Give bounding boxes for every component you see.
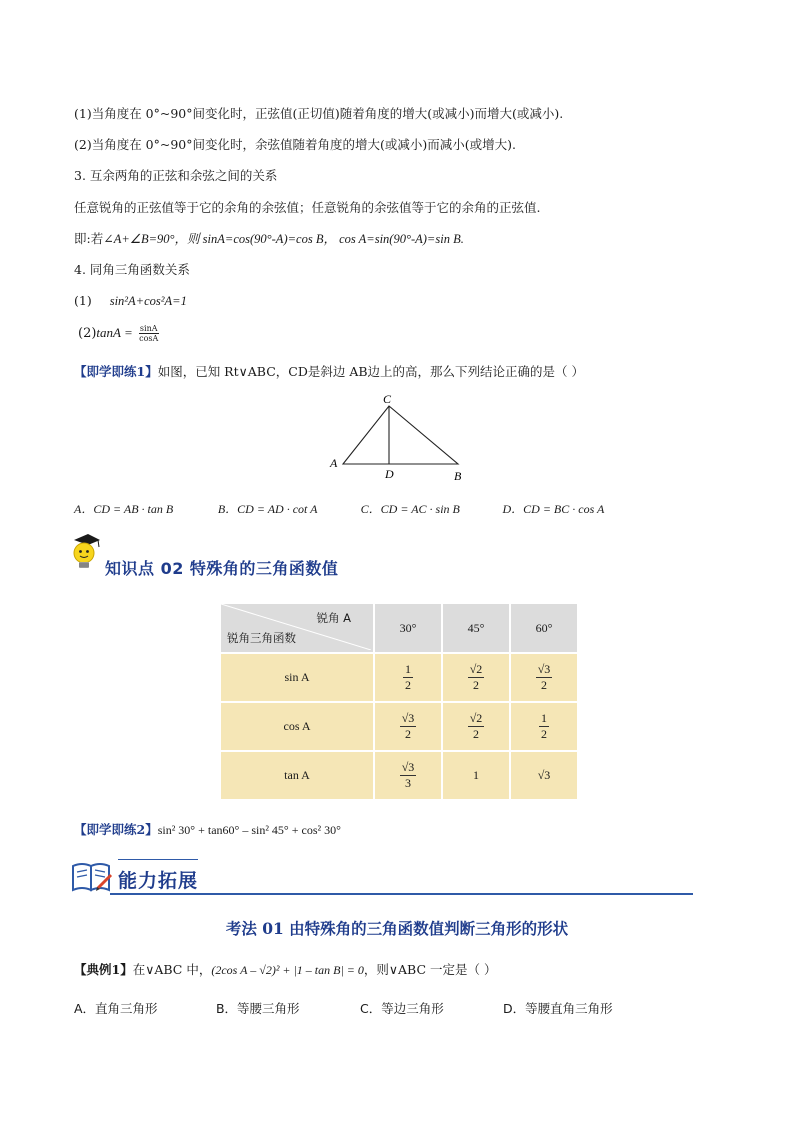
option-d[interactable]: D．CD = BC · cos A [502,502,605,516]
section-3-heading: 3. 互余两角的正弦和余弦之间的关系 [74,168,278,183]
cos-45 [442,702,510,751]
options-example-1 [74,999,613,1017]
practice-2-expression: sin² 30° + tan60° – sin² 45° + cos² 30° [157,823,341,837]
formula-2-numerator: sinA [139,324,158,333]
text-line-2: (2)当角度在 0°~90°间变化时，余弦值随着角度的增大(或减小)而减小(或增大). [74,137,516,152]
table-corner-cell [220,603,374,653]
tan-45: 1 [442,751,510,800]
practice-2 [74,822,341,838]
cos-30-num: √3 [401,711,415,725]
sin-45 [442,653,510,702]
special-angle-table [219,602,579,801]
cos-60-den: 2 [541,727,547,741]
sin-45-den: 2 [473,678,479,692]
example-option-d[interactable]: D．等腰直角三角形 [502,1001,613,1016]
label-d: D [385,467,394,481]
cos-60-num: 1 [541,711,547,725]
example-1-prefix: 在∨ABC 中， [132,962,212,977]
cos-30 [374,702,442,751]
corner-top-label: 锐角 A [316,611,351,625]
func-cos: cos A [220,702,374,751]
sin-60-den: 2 [541,678,547,692]
cos-60 [510,702,578,751]
sin-60-num: √3 [537,662,551,676]
cos-30-den: 2 [405,727,411,741]
knowledge-point-title: 知识点 02 特殊角的三角函数值 [105,559,339,578]
func-sin: sin A [220,653,374,702]
text-line-4: 任意锐角的正弦值等于它的余角的余弦值；任意锐角的余弦值等于它的余角的正弦值. [74,200,541,215]
angle-header-30: 30° [374,603,442,653]
label-b: B [454,469,462,483]
ability-top-rule [118,859,198,860]
func-tan: tan A [220,751,374,800]
triangle-figure [325,392,475,484]
practice-2-label: 【即学即练2】 [74,822,158,837]
sin-45-num: √2 [469,662,483,676]
angle-header-60: 60° [510,603,578,653]
formula-2-number: (2) [78,326,97,341]
label-a: A [330,456,338,470]
sin-30 [374,653,442,702]
formula-2-fraction [139,324,159,343]
formula-1-number: (1) [74,293,92,308]
tan-30-num: √3 [401,760,415,774]
text-line-5-prefix: 即:若∠ [74,231,114,246]
option-b[interactable]: B．CD = AD · cot A [217,502,318,516]
example-1-suffix: ，则∨ABC 一定是（ ） [363,962,497,977]
angle-header-45: 45° [442,603,510,653]
example-option-c[interactable]: C．等边三角形 [359,1001,444,1016]
ability-section-title: 能力拓展 [118,870,199,892]
example-1 [74,962,496,978]
method-title: 考法 01 由特殊角的三角函数值判断三角形的形状 [225,919,569,938]
notebook-pencil-icon [70,858,114,894]
practice-1 [74,364,584,380]
formula-2 [78,324,159,343]
sin-30-den: 2 [405,678,411,692]
options-practice-1 [74,500,604,517]
text-line-5-rest: A+∠B=90°，则 sinA=cos(90°-A)=cos B， cos A=sin(90°-A)=sin B. [113,232,464,246]
sin-60 [510,653,578,702]
example-option-a[interactable]: A．直角三角形 [74,1001,158,1016]
example-option-b[interactable]: B．等腰三角形 [215,1001,300,1016]
ability-bottom-rule [110,893,693,895]
text-line-5 [74,231,464,247]
label-c: C [383,392,392,406]
formula-2-lhs: tanA = [96,325,133,340]
practice-1-label: 【即学即练1】 [74,364,158,379]
formula-1-expression: sin²A+cos²A=1 [109,294,187,308]
section-4-heading: 4. 同角三角函数关系 [74,262,190,277]
tan-30 [374,751,442,800]
example-1-label: 【典例1】 [74,962,133,977]
practice-1-text: 如图，已知 Rt∨ABC，CD是斜边 AB边上的高，那么下列结论正确的是（ ） [157,364,585,379]
triangle-abc [343,406,458,464]
formula-2-denominator: cosA [139,334,159,343]
cos-45-num: √2 [469,711,483,725]
text-line-1: (1)当角度在 0°~90°间变化时，正弦值(正切值)随着角度的增大(或减小)而增大(或减小). [74,106,564,121]
sin-30-num: 1 [405,662,411,676]
tan-30-den: 3 [405,776,411,790]
lightbulb-scholar-icon [68,532,102,572]
example-1-formula: (2cos A – √2)² + |1 – tan B| = 0 [211,963,364,977]
corner-bottom-label: 锐角三角函数 [227,631,296,645]
cos-45-den: 2 [473,727,479,741]
formula-1 [74,293,187,309]
option-c[interactable]: C．CD = AC · sin B [360,502,460,516]
tan-60: √3 [510,751,578,800]
option-a[interactable]: A．CD = AB · tan B [74,502,174,516]
